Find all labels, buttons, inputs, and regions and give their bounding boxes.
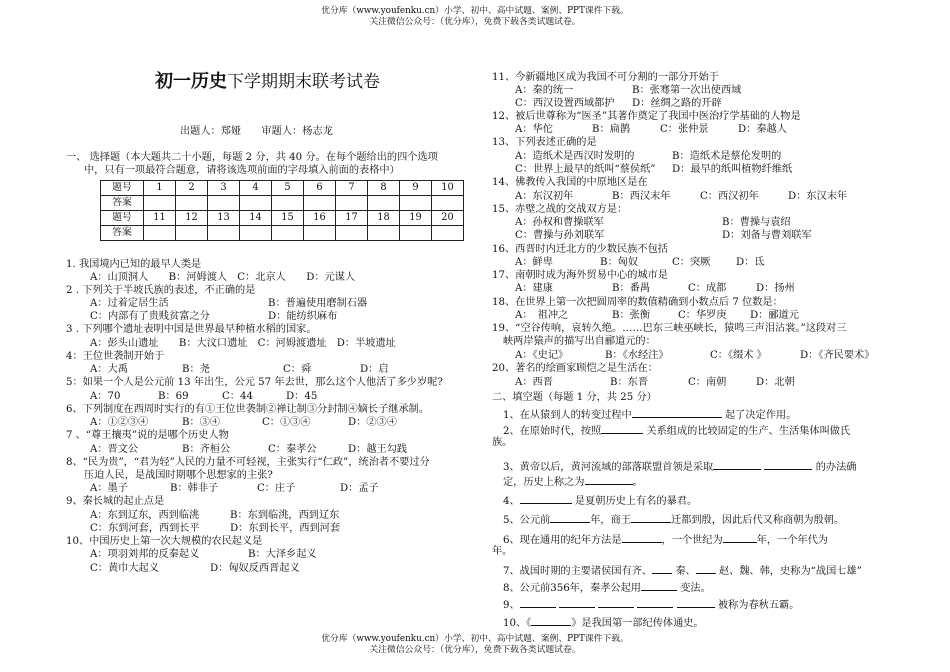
- option-b: B：扁鹊: [592, 124, 631, 135]
- option-b: B：张骞第一次出使西域: [632, 85, 742, 96]
- answer-blank[interactable]: [723, 532, 757, 543]
- question-stem: 12、被后世尊称为“医圣”其著作奠定了我国中医治疗学基础的人物是: [492, 111, 801, 122]
- option-d: D：越王勾践: [348, 444, 408, 455]
- question-stem: 17、南朝时成为海外贸易中心的城市是: [492, 270, 668, 281]
- answer-blank[interactable]: [696, 563, 716, 574]
- answer-cell[interactable]: [336, 226, 368, 241]
- option-b: B：曹操与袁绍: [722, 217, 791, 228]
- answer-cell[interactable]: [336, 196, 368, 211]
- answer-blank[interactable]: [677, 597, 715, 608]
- fill-blank-6: 6、现在通用的纪年方法是 ，一个世纪为 年，一个年代为: [503, 532, 828, 547]
- option-c: C：成都: [688, 283, 727, 294]
- option-c: C：曹操与孙刘联军: [515, 230, 605, 241]
- question-number-cell: 4: [240, 181, 272, 196]
- option-a: A：墨子: [90, 483, 128, 494]
- question-stem: 8、“民为贵”，“君为轻”人民的力量不可轻视，主张实行“仁政”，统治者不要过分: [66, 457, 430, 468]
- title-bold: 初一历史: [155, 71, 227, 92]
- option-b: B：东到临洮，西到辽东: [230, 510, 340, 521]
- answer-blank[interactable]: [632, 407, 722, 418]
- question-stem: 18、在世界上第一次把圆周率的数值精确到小数点后 7 位数是：: [492, 297, 783, 308]
- question-number-cell: 16: [304, 211, 336, 226]
- option-c: C：西汉初年: [700, 191, 759, 202]
- exam-title: [155, 72, 380, 93]
- answer-blank[interactable]: [531, 615, 571, 626]
- option-b: B：造纸术是蔡伦发明的: [672, 151, 782, 162]
- question-number-cell: 14: [240, 211, 272, 226]
- section1-heading: 一、 选择题（本大题共二十小题，每题 2 分，共 40 分。在每个题给出的四个选项: [66, 152, 438, 163]
- answer-blank[interactable]: [713, 459, 761, 470]
- answer-blank[interactable]: [598, 597, 634, 608]
- section2-heading: 二、填空题（每题 1 分，共 25 分）: [492, 392, 657, 403]
- option-a: A：西晋: [515, 377, 553, 388]
- answer-blank[interactable]: [559, 597, 595, 608]
- answer-cell[interactable]: [272, 196, 304, 211]
- question-stem: 7 、“尊王攘夷”说的是哪个历史人物: [66, 430, 229, 441]
- answer-blank[interactable]: [622, 532, 662, 543]
- option-a: A：孙权和曹操联军: [515, 217, 604, 228]
- fill-blank-8: 8、公元前356年，秦孝公起用 变法。: [503, 580, 711, 595]
- fill-blank-10: 10、《 》是我国第一部纪传体通史。: [503, 615, 704, 630]
- option-d: D：秦越人: [738, 124, 787, 135]
- answer-blank[interactable]: [631, 512, 671, 523]
- table-answer-label: 答案: [101, 226, 144, 241]
- answer-blank[interactable]: [550, 512, 590, 523]
- option-c: C：内部有了贵贱贫富之分: [90, 311, 210, 322]
- option-b: B：《水经注》: [605, 350, 669, 361]
- option-b: B：尧: [182, 364, 210, 375]
- table-answer-label: 答案: [101, 196, 144, 211]
- page-header: [0, 6, 950, 28]
- answer-table-row-answers-1: [101, 196, 464, 211]
- question-number-cell: 17: [336, 211, 368, 226]
- answer-cell[interactable]: [400, 226, 432, 241]
- option-c: C：舜: [283, 364, 312, 375]
- answer-cell[interactable]: [432, 196, 464, 211]
- question-number-cell: 2: [176, 181, 208, 196]
- option-c: C：《缀术 》: [710, 350, 767, 361]
- answer-cell[interactable]: [400, 196, 432, 211]
- option-b: B：普遍使用磨制石器: [268, 298, 368, 309]
- option-b: B：西汉末年: [612, 191, 671, 202]
- option-d: D：刘备与曹刘联军: [722, 230, 812, 241]
- option-b: B：齐桓公: [182, 444, 231, 455]
- option-d: D：孟子: [340, 483, 379, 494]
- option-b: B：东晋: [610, 377, 649, 388]
- question-number-cell: 18: [368, 211, 400, 226]
- option-a: A：过着定居生活: [90, 298, 169, 309]
- option-b: B：番禺: [612, 283, 651, 294]
- option-c: C：44: [222, 391, 253, 402]
- question-number-cell: 15: [272, 211, 304, 226]
- option-b: B：韩非子: [170, 483, 219, 494]
- fill-blank-2-continued: 族。: [492, 437, 513, 448]
- question-stem: 14、佛教传入我国的中原地区是在: [492, 177, 648, 188]
- answer-blank[interactable]: [637, 597, 673, 608]
- question-stem: 1. 我国境内已知的最早人类是: [66, 259, 202, 270]
- question-stem: 5：如果一个人是公元前 13 年出生，公元 57 年去世，那么这个人他活了多少岁呢?: [66, 377, 443, 388]
- option-a: A：东到辽东，西到临洮: [90, 510, 200, 521]
- section1-instructions: 中，只有一项最符合题意，请将该选项前面的字母填入前面的表格中）: [84, 165, 400, 176]
- option-d: D：扬州: [756, 283, 795, 294]
- answer-cell[interactable]: [304, 226, 336, 241]
- question-stem: 19、“空谷传响，哀转久绝。……巴东三峡巫峡长，猿鸣三声泪沾裳。”这段对三: [492, 323, 847, 334]
- fill-blank-9: 9、 被称为春秋五霸。: [503, 597, 799, 612]
- question-number-cell: 3: [208, 181, 240, 196]
- answer-blank[interactable]: [520, 493, 572, 504]
- answer-cell[interactable]: [240, 196, 272, 211]
- answer-cell[interactable]: [144, 226, 176, 241]
- answer-table-row-answers-2: [101, 226, 464, 241]
- question-stem-continued: 压迫人民，是战国时期哪个思想家的主张?: [84, 470, 273, 481]
- answer-cell[interactable]: [368, 196, 400, 211]
- page-footer: [0, 634, 950, 656]
- option-a: A：东汉初年: [515, 191, 574, 202]
- option-a: A：造纸术是西汉时发明的: [515, 151, 635, 162]
- option-c: C：世界上最早的纸叫“蔡侯纸”: [515, 164, 656, 175]
- fill-blank-3-continued: 定，历史上称之为 。: [503, 474, 643, 489]
- option-d: D：最早的纸叫植物纤维纸: [672, 164, 793, 175]
- option-a: A：70: [90, 391, 121, 402]
- answer-blank[interactable]: [641, 580, 677, 591]
- question-number-cell: 19: [400, 211, 432, 226]
- question-stem: 11、今新疆地区成为我国不可分割的一部分开始于: [492, 72, 719, 83]
- table-head-label: 题号: [101, 211, 144, 226]
- option-d: D：《齐民要术》: [800, 350, 875, 361]
- option-a: A：《史记》: [515, 350, 569, 361]
- option-a: A： 祖冲之: [515, 310, 569, 321]
- question-number-cell: 6: [304, 181, 336, 196]
- option-a: A：华佗: [515, 124, 553, 135]
- option-c: C：张仲景: [660, 124, 709, 135]
- option-d: D：郦道元: [750, 310, 799, 321]
- fill-blank-4: 4、 是夏朝历史上有名的暴君。: [503, 493, 697, 508]
- question-options: A：山顶洞人 B：河姆渡人 C：北京人 D：元谋人: [90, 272, 356, 283]
- answer-cell[interactable]: [432, 226, 464, 241]
- answer-cell[interactable]: [144, 196, 176, 211]
- fill-blank-3: 3、黄帝以后，黄河流域的部落联盟首领是采取 的办法确: [503, 459, 856, 474]
- question-number-cell: 10: [432, 181, 464, 196]
- option-c: C：突厥: [672, 257, 711, 268]
- option-b: B：大泽乡起义: [248, 549, 317, 560]
- option-d: D：启: [360, 364, 389, 375]
- option-d: D：②③④: [348, 417, 397, 428]
- option-d: D：匈奴反西晋起义: [210, 563, 300, 574]
- option-d: D：45: [286, 391, 318, 402]
- fill-blank-6-continued: 年。: [492, 546, 513, 557]
- question-number-cell: 20: [432, 211, 464, 226]
- option-d: D：东汉末年: [788, 191, 848, 202]
- header-line-2: 关注微信公众号：（优分库），免费下载各类试题试卷。: [369, 16, 581, 27]
- option-c: C：东到河套，西到长平: [90, 523, 200, 534]
- question-number-cell: 13: [208, 211, 240, 226]
- question-stem: 13、下列表述正确的是: [492, 137, 597, 148]
- option-b: B：匈奴: [600, 257, 639, 268]
- question-stem: 2 . 下列关于半坡氏族的表述，不正确的是: [66, 285, 256, 296]
- option-d: D：能纺织麻布: [268, 311, 338, 322]
- fill-blank-7: 7、战国时期的主要诸侯国有齐、 秦、 赵、魏、韩，史称为“战国七雄”: [503, 563, 862, 578]
- option-d: D：丝绸之路的开辟: [632, 98, 722, 109]
- question-stem: 6、下列制度在西周时实行的有①王位世袭制②禅让制③分封制④嫡长子继承制。: [66, 404, 430, 415]
- answer-cell[interactable]: [208, 196, 240, 211]
- option-c: C：秦孝公: [268, 444, 317, 455]
- question-number-cell: 12: [176, 211, 208, 226]
- footer-line-1: 优分库（www.youfenku.cn）小学、初中、高中试题、案例、PPT课件下载。: [321, 634, 629, 644]
- question-stem: 10、中国历史上第一次大规模的农民起义是: [66, 536, 263, 547]
- option-a: A：秦的统一: [515, 85, 574, 96]
- option-d: D：东到长平，西到河套: [230, 523, 341, 534]
- option-c: C：黄巾大起义: [90, 563, 159, 574]
- option-b: B：张衡: [612, 310, 651, 321]
- question-options: A：彭头山遗址 B：大汶口遗址 C：河姆渡遗址 D：半坡遗址: [90, 338, 396, 349]
- footer-line-2: 关注微信公众号：（优分库），免费下载各类试题试卷。: [369, 644, 581, 655]
- option-a: A：建康: [515, 283, 553, 294]
- question-stem: 4：王位世袭制开始于: [66, 351, 165, 362]
- question-number-cell: 7: [336, 181, 368, 196]
- fill-blank-1: 1、在从猿到人的转变过程中 起了决定作用。: [503, 407, 796, 422]
- option-d: D：氐: [736, 257, 765, 268]
- answer-table: [100, 180, 464, 241]
- answer-cell[interactable]: [240, 226, 272, 241]
- title-rest: 下学期期末联考试卷: [227, 72, 380, 92]
- option-c: C：南朝: [688, 377, 727, 388]
- answer-table-row-numbers-2: [101, 211, 464, 226]
- answer-blank[interactable]: [764, 459, 812, 470]
- question-number-cell: 1: [144, 181, 176, 196]
- option-a: A：大禹: [90, 364, 128, 375]
- question-number-cell: 11: [144, 211, 176, 226]
- question-stem-continued: 峡两岸猿声的描写出自郦道元的：: [503, 336, 656, 347]
- option-b: B：69: [158, 391, 189, 402]
- answer-cell[interactable]: [208, 226, 240, 241]
- authors-line: 出题人：郑娅 审题人：杨志龙: [180, 126, 333, 137]
- question-number-cell: 5: [272, 181, 304, 196]
- question-number-cell: 8: [368, 181, 400, 196]
- option-c: C：华罗庚: [678, 310, 727, 321]
- option-a: A：项羽刘邦的反秦起义: [90, 549, 200, 560]
- answer-cell[interactable]: [176, 226, 208, 241]
- question-stem: 16、西晋时内迁北方的少数民族不包括: [492, 244, 668, 255]
- option-c: C：西汉设置西域都护: [515, 98, 615, 109]
- answer-cell[interactable]: [368, 226, 400, 241]
- answer-blank[interactable]: [520, 597, 556, 608]
- answer-cell[interactable]: [272, 226, 304, 241]
- fill-blank-5: 5、公元前 年，商王 迁都到殷，因此后代又称商朝为殷朝。: [503, 512, 844, 527]
- question-stem: 3 . 下列哪个遗址表明中国是世界最早种植水稻的国家。: [66, 324, 317, 335]
- header-line-1: 优分库（www.youfenku.cn）小学、初中、高中试题、案例、PPT课件下载。: [321, 6, 629, 16]
- option-a: A：①②③④: [90, 417, 149, 428]
- option-c: C：①③④: [262, 417, 311, 428]
- answer-cell[interactable]: [176, 196, 208, 211]
- fill-blank-2: 2、在原始时代，按照 关系组成的比较固定的生产、生活集体叫做氏: [503, 423, 850, 438]
- option-d: D：北朝: [756, 377, 795, 388]
- question-stem: 15、赤壁之战的交战双方是：: [492, 204, 628, 215]
- option-a: A：晋文公: [90, 444, 139, 455]
- question-stem: 9、秦长城的起止点是: [66, 496, 165, 507]
- answer-cell[interactable]: [304, 196, 336, 211]
- answer-table-row-numbers-1: [101, 181, 464, 196]
- option-b: B：③④: [182, 417, 221, 428]
- question-stem: 20、著名的绘画家顾恺之是生活在：: [492, 363, 658, 374]
- answer-blank[interactable]: [652, 563, 672, 574]
- answer-blank[interactable]: [601, 423, 643, 434]
- question-number-cell: 9: [400, 181, 432, 196]
- option-c: C：庄子: [257, 483, 296, 494]
- option-a: A：鲜卑: [515, 257, 553, 268]
- table-head-label: 题号: [101, 181, 144, 196]
- answer-blank[interactable]: [585, 474, 633, 485]
